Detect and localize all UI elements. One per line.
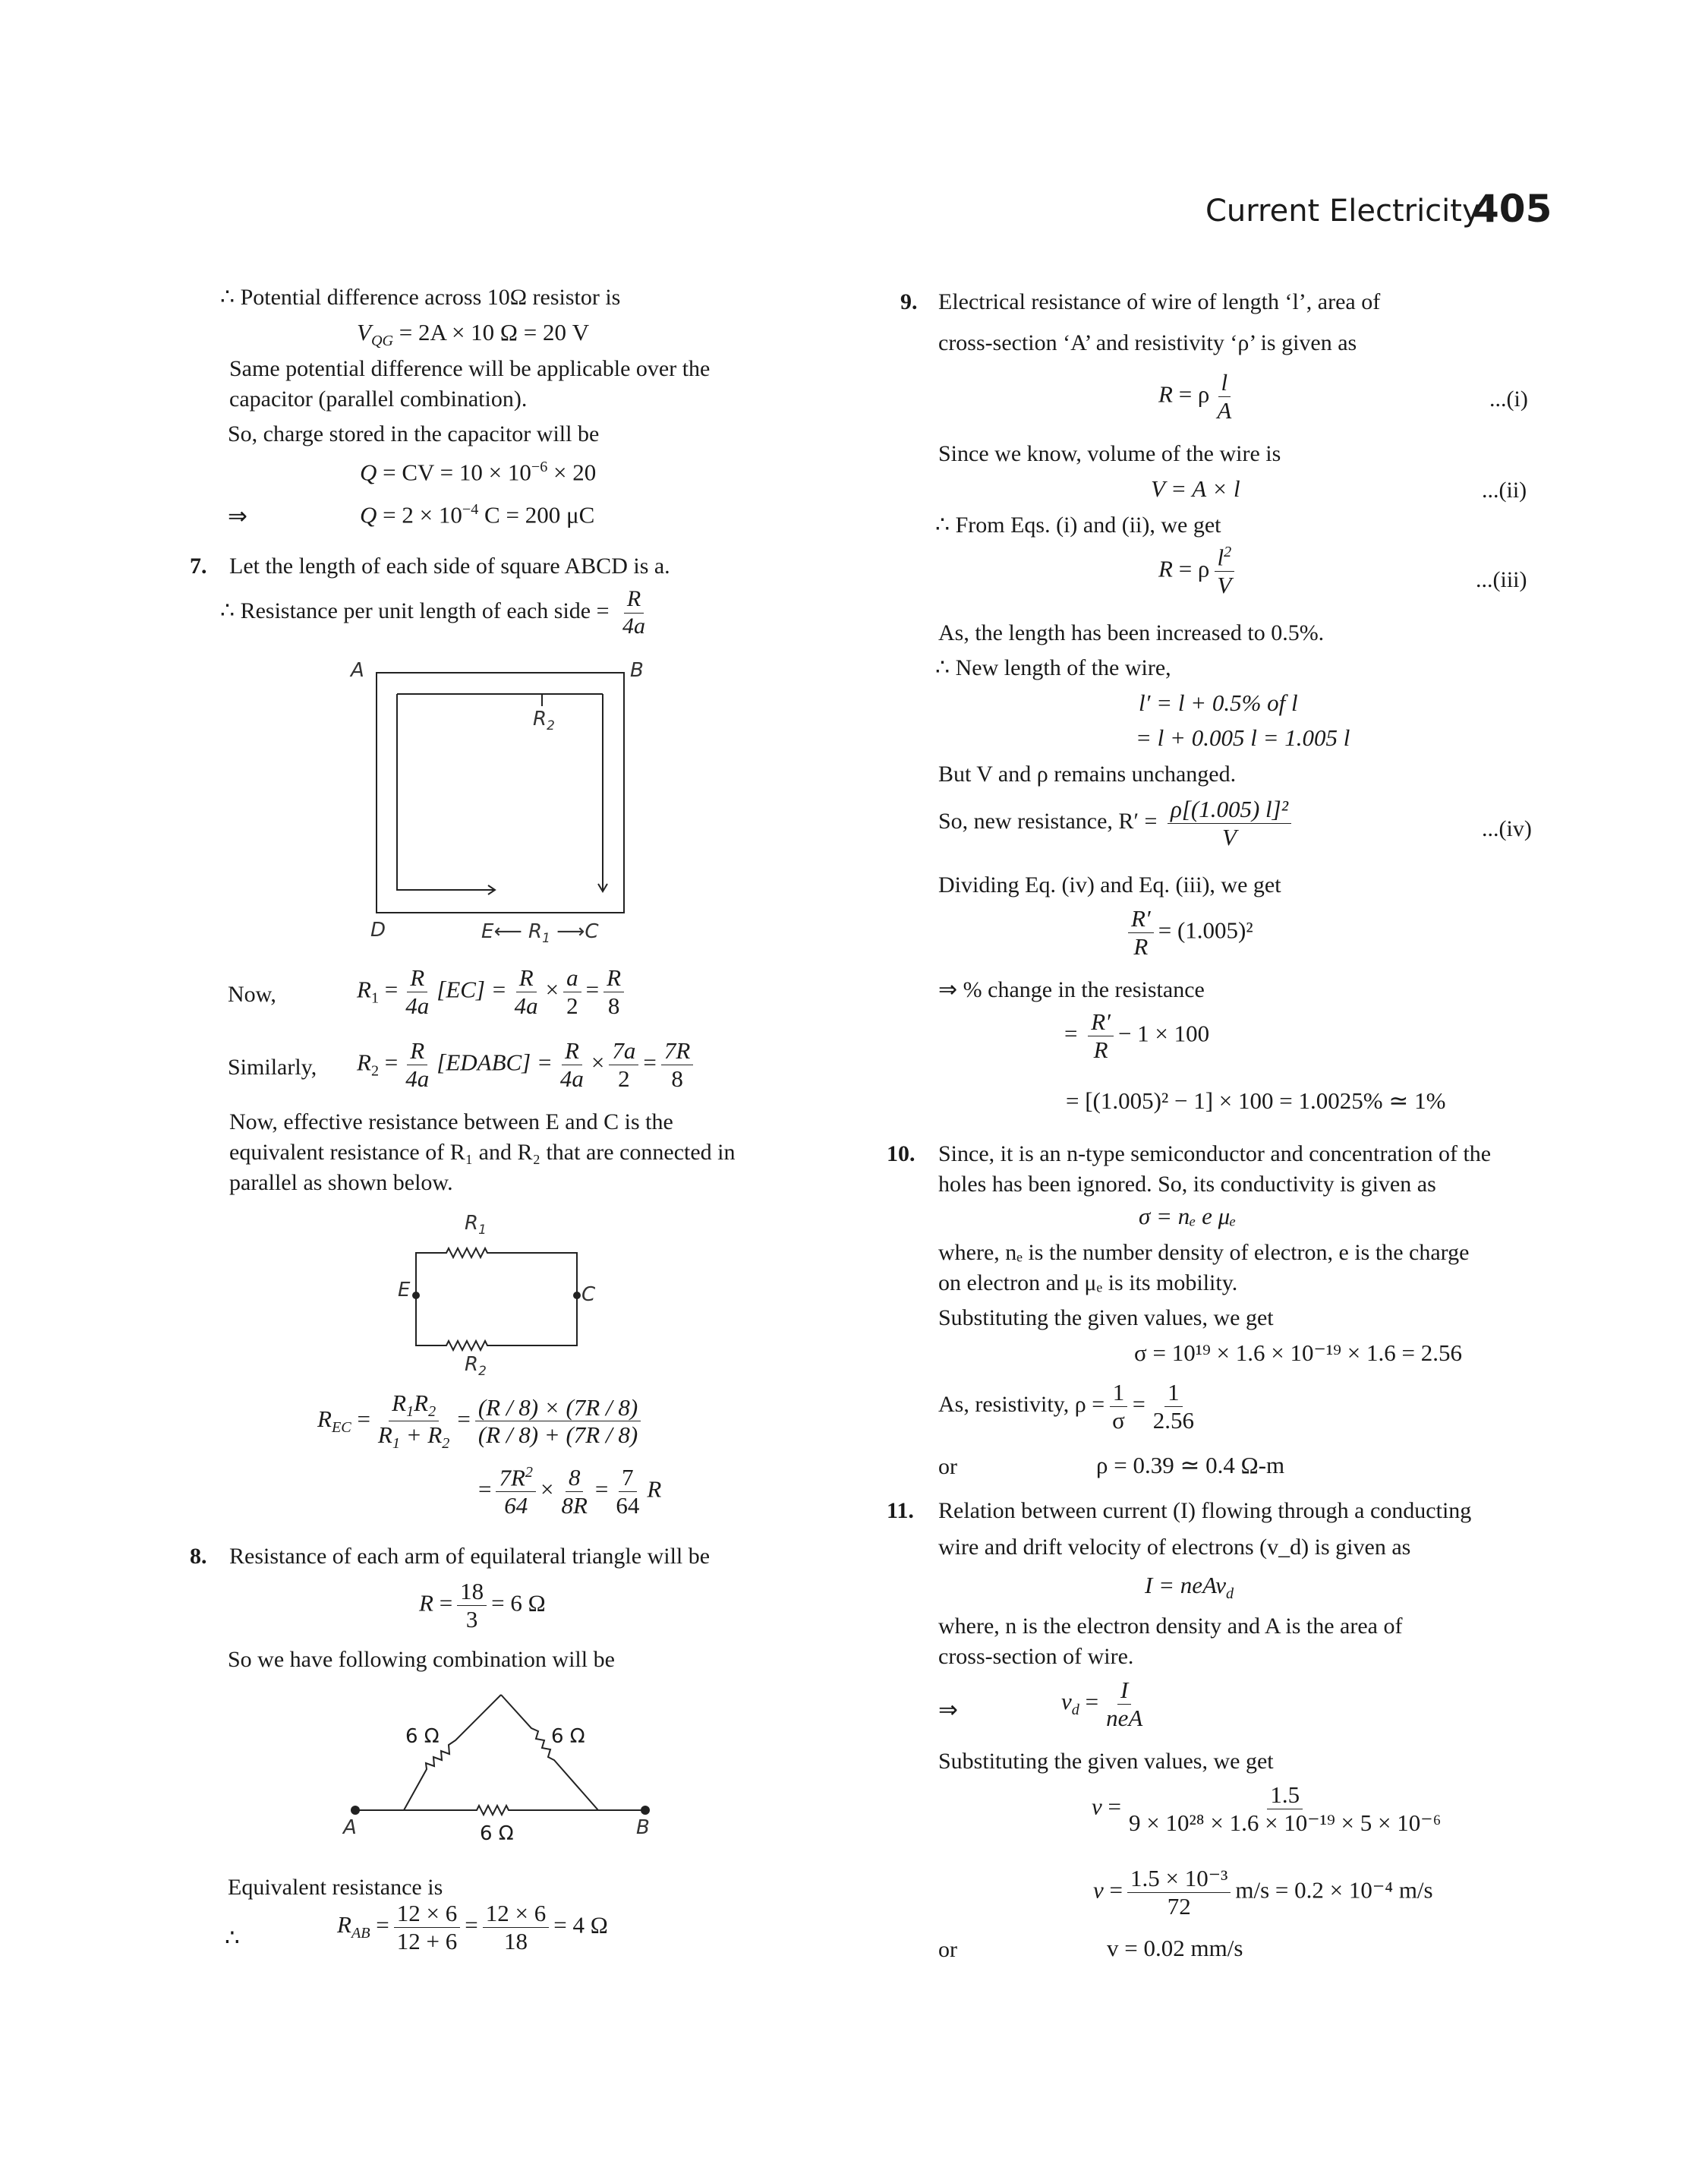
running-header [1205, 194, 1480, 229]
eq-label-iv: ...(iv) [1482, 816, 1532, 841]
vd-equation: $v_d$ = $\frac{I}{\text{neA}}$ [1061, 1677, 1143, 1731]
where-n-line-2: cross-section of wire. [938, 1644, 1134, 1669]
substituting-text-1: Substituting the given values, we get [938, 1305, 1274, 1330]
rec-result: = $\frac{7R^2}{64}$ × $\frac{8}{8R}$ = $\frac{7}{64}$ R [478, 1464, 662, 1519]
lprime-equation-2: = l + 0.005 l = 1.005 l [1136, 724, 1350, 751]
question-11-number: 11. [887, 1498, 914, 1523]
question-8-text: Resistance of each arm of equilateral triangle will be [229, 1544, 711, 1569]
new-length-text: ∴ New length of the wire, [935, 655, 1171, 680]
question-8-number: 8. [190, 1544, 207, 1569]
eq-label-iii: ...(iii) [1476, 567, 1527, 592]
triangle-label-left: 6 Ω [405, 1725, 440, 1748]
resistivity-equation: As, resistivity, ρ = $\frac{1}{\sigma}$ = $\frac{1}{2.56}$ [938, 1379, 1195, 1434]
sigma-value: σ = 10¹⁹ × 1.6 × 10⁻¹⁹ × 1.6 = 2.56 [1134, 1339, 1462, 1366]
parallel-label-R2: $R_2$ [465, 1353, 487, 1379]
same-pd-line-2: capacitor (parallel combination). [229, 386, 528, 412]
question-9-line-1: Electrical resistance of wire of length ‘l’, area of [938, 289, 1381, 314]
volume-equation: V = A × l [1151, 475, 1240, 502]
question-7-text: Let the length of each side of square ABCD is a. [229, 554, 670, 579]
implies-symbol-2: ⇒ [938, 1696, 958, 1723]
length-increased-text: As, the length has been increased to 0.5%. [938, 620, 1325, 645]
question-11-line-2: wire and drift velocity of electrons (v_d) is given as [938, 1535, 1411, 1560]
where-ne-line-1: where, nₑ is the number density of electron, e is the charge [938, 1240, 1470, 1265]
q8-combination-text: So we have following combination will be [228, 1647, 615, 1672]
q-equation-2: $Q = 2 \times 10^{-4}$ C = 200 μC [360, 501, 595, 528]
triangle-label-B: B [636, 1816, 650, 1839]
triangle-label-bottom: 6 Ω [480, 1822, 514, 1845]
question-9-line-2: cross-section ‘A’ and resistivity ‘ρ’ is given as [938, 330, 1357, 355]
dividing-text: Dividing Eq. (iv) and Eq. (iii), we get [938, 872, 1281, 897]
pct-expression: = $\frac{R'}{R}$ − 1 × 100 [1064, 1008, 1210, 1063]
same-pd-line-1: Same potential difference will be applicable over the [229, 356, 711, 381]
where-ne-line-2: on electron and μₑ is its mobility. [938, 1270, 1238, 1295]
eff-res-line-3: parallel as shown below. [229, 1170, 453, 1195]
where-n-line-1: where, n is the electron density and A is the area of [938, 1614, 1403, 1639]
question-10-line-2: holes has been ignored. So, its conductivity is given as [938, 1172, 1436, 1197]
question-7-number: 7. [190, 554, 207, 579]
page-number: 405 [1473, 187, 1552, 231]
or-label-1: or [938, 1454, 957, 1479]
eff-res-line-1: Now, effective resistance between E and C is the [229, 1109, 673, 1134]
r-rho-l2-over-v: R = ρ $\frac{l^2}{V}$ [1158, 544, 1239, 599]
rab-formula: $R_{AB}$ = $\frac{12 \times 6}{12 + 6}$ = $\frac{12 \times 6}{18}$ = 4 Ω [337, 1900, 608, 1954]
v-final: v = 0.02 mm/s [1107, 1935, 1243, 1961]
eq-label-ii: ...(ii) [1482, 478, 1527, 503]
r2-formula: $R_2$ = $\frac{R}{4a}$ [EDABC] = $\frac{R}{4a}$ × $\frac{7a}{2}$ = $\frac{7R}{8}$ [357, 1037, 698, 1092]
q8-r-equation: R = $\frac{18}{3}$ = 6 Ω [419, 1578, 546, 1633]
similarly-label: Similarly, [228, 1055, 317, 1080]
ratio-equation: $\frac{R'}{R}$ = (1.005)² [1123, 905, 1253, 960]
v-equation-2: v = $\frac{\text{1.5 × 10⁻³}}{72}$ m/s = 0.2 × 10⁻⁴ m/s [1093, 1865, 1433, 1920]
now-label: Now, [228, 982, 276, 1007]
r-rho-l-over-a: R = ρ $\frac{l}{A}$ [1158, 369, 1232, 424]
square-label-B: B [630, 659, 644, 682]
sigma-equation: σ = nₑ e μₑ [1139, 1203, 1237, 1229]
eff-res-line-2: equivalent resistance of R₁ and R₂ that are connected in [229, 1140, 736, 1165]
therefore-symbol: ∴ [225, 1924, 240, 1951]
parallel-label-C: C [581, 1283, 596, 1306]
parallel-circuit-figure [402, 1230, 600, 1367]
question-11-line-1: Relation between current (I) flowing through a conducting [938, 1498, 1472, 1523]
pd-intro: ∴ Potential difference across 10Ω resistor is [220, 285, 621, 310]
triangle-label-A: A [343, 1816, 357, 1839]
square-label-R2: $R_2$ [533, 708, 555, 733]
unchanged-text: But V and ρ remains unchanged. [938, 762, 1237, 787]
equivalent-res-text: Equivalent resistance is [228, 1875, 443, 1900]
substituting-text-2: Substituting the given values, we get [938, 1749, 1274, 1774]
r1-formula: $R_1$ = $\frac{R}{4a}$ [EC] = $\frac{R}{4a}$ × $\frac{a}{2}$ = $\frac{R}{8}$ [357, 964, 629, 1019]
square-circuit-figure [349, 661, 653, 949]
volume-intro: Since we know, volume of the wire is [938, 441, 1281, 466]
parallel-label-E: E [398, 1279, 411, 1301]
triangle-label-right: 6 Ω [551, 1725, 585, 1748]
question-9-number: 9. [900, 289, 918, 314]
implies-symbol: ⇒ [228, 503, 247, 529]
parallel-label-R1: $R_1$ [465, 1212, 487, 1238]
v-equation-1: v = $\frac{1.5}{\text{9 × 10²⁸ × 1.6 × 10⁻¹⁹ × 5 × 10⁻⁶}}$ [1092, 1781, 1442, 1836]
pct-result: = [(1.005)² − 1] × 100 = 1.0025% ≃ 1% [1066, 1087, 1446, 1114]
rec-formula: $R_{EC}$ = $\frac{R_1R_2}{R_1 + R_2}$ = $\frac{(R / 8) \times (7R / 8)}{(R / 8) + (7R / 8)}$ [317, 1390, 645, 1453]
q-equation-1: Q = CV = $10 \times 10^{-6} \times 20$ [360, 459, 597, 486]
eq-label-i: ...(i) [1489, 386, 1528, 412]
new-resistance: So, new resistance, R′ = $\frac{\text{ρ[(1.005) l]²}}{V}$ [938, 796, 1296, 850]
square-label-D: D [370, 919, 386, 942]
or-label-2: or [938, 1937, 957, 1962]
square-label-A: A [351, 659, 364, 682]
resistance-per-unit-length: ∴ Resistance per unit length of each side = $\frac{R}{4a}$ [220, 586, 646, 639]
question-10-line-1: Since, it is an n-type semiconductor and concentration of the [938, 1141, 1492, 1166]
rho-value: ρ = 0.39 ≃ 0.4 Ω-m [1096, 1452, 1285, 1478]
vqg-equation: $V_{QG} = 2A \times 10$ Ω = 20 V [357, 319, 590, 350]
lprime-equation-1: l′ = l + 0.5% of l [1139, 689, 1298, 716]
charge-intro: So, charge stored in the capacitor will be [228, 421, 600, 446]
square-label-E-R1-C: E⟵ $R_1$ ⟶C [481, 920, 599, 946]
from-eqs-text: ∴ From Eqs. (i) and (ii), we get [935, 513, 1221, 538]
pct-change-text: ⇒ % change in the resistance [938, 977, 1205, 1002]
chapter-title: Current Electricity [1205, 194, 1480, 229]
question-10-number: 10. [887, 1141, 915, 1166]
current-equation: I = neAv$_d$ [1145, 1572, 1234, 1603]
